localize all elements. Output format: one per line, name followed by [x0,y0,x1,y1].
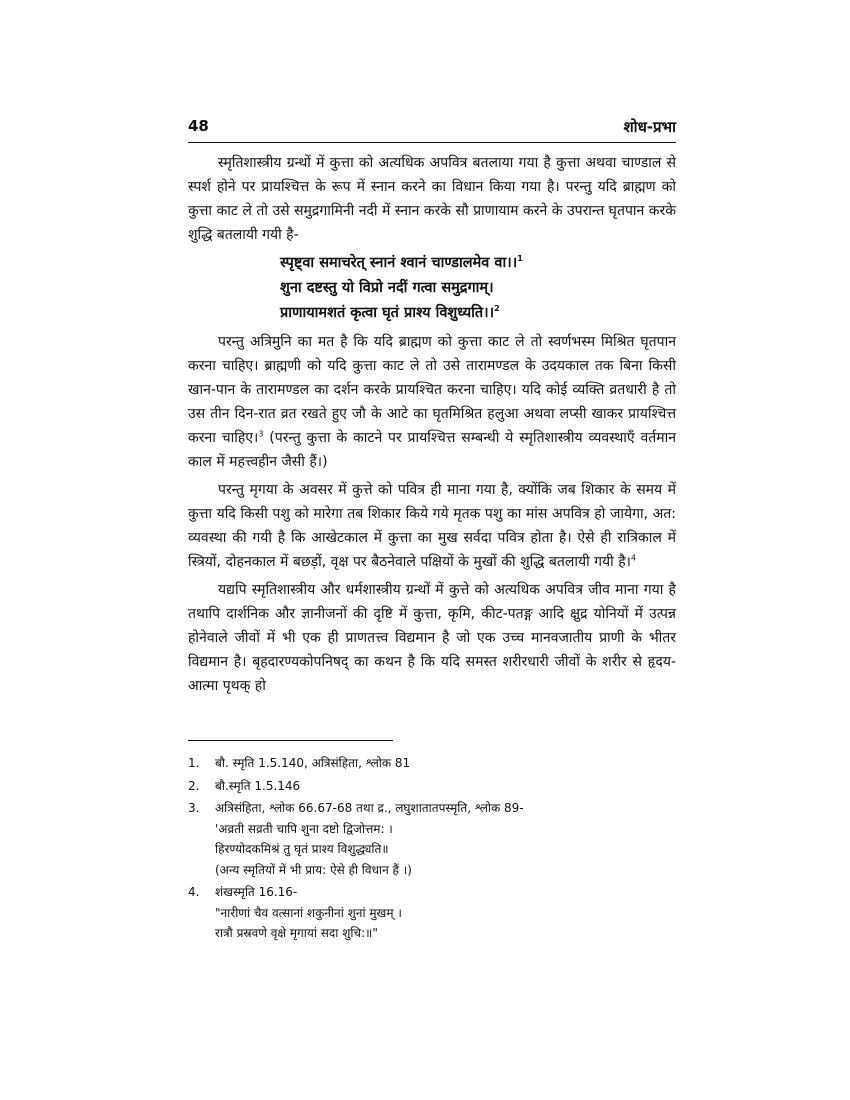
paragraph-3 [188,478,676,574]
footnote-ref-2: 2 [494,304,500,314]
footnote-line: बौ.स्मृति 1.5.146 [215,778,301,793]
paragraph-1: स्मृतिशास्त्रीय ग्रन्थों में कुत्ता को अत्यधिक अपवित्र बतलाया गया है कुत्ता अथवा चाण्डाल से स्पर्श होने पर प्रायश्चित्त के रूप में स्नान करने का विधान किया गया है। परन्तु यदि ब्राह्मण को कुत्ता काट ले तो उसे समुद्रगामिनी नदी में स्नान करके सौ प्राणायाम करने के उपरान्त घृतपान करके शुद्धि बतलायी गयी है- [188,155,676,243]
footnote-line: रात्रौ प्रस्रवणे वृक्षे मृगायां सदा शुचि:॥" [215,926,378,940]
paragraph-3-text: परन्तु मृगया के अवसर में कुत्ते को पवित्र ही माना गया है, क्योंकि जब शिकार के समय में कुत्ता यदि किसी पशु को मारेगा तब शिकार किये गये मृतक पशु का मांस अपवित्र हो जायेगा, अत: व्यवस्था की गयी है कि आखेटकाल में कुत्ता का मुख सर्वदा पवित्र होता है। ऐसे ही रात्रिकाल में स्त्रियों, दोहनकाल में बछड़ों, वृक्ष पर बैठनेवाले पक्षियों के मुखों की शुद्धि बतलायी गयी है। [188,482,676,570]
header-rule [188,142,676,143]
running-head: शोध-प्रभा [623,118,676,136]
footnote-line: शंखस्मृति 16.16- [215,885,298,899]
footnote-line: 'अव्रती सव्रती चापि शुना दष्टो द्विजोत्तम: । [215,821,393,836]
footnote-1 [188,753,676,774]
footnote-line: (अन्य स्मृतियों में भी प्राय: ऐसे ही विधान हैं ।) [215,862,412,877]
verse-line-2: शुना दष्टस्तु यो विप्रो नदीं गत्वा समुद्रगाम्। [280,280,494,296]
verse-line-1 [280,251,676,276]
footnote-number: 2. [188,778,200,793]
footnote-3 [188,798,676,880]
sanskrit-verse [280,251,676,326]
footnote-line: बौ. स्मृति 1.5.140, अत्रिसंहिता, श्लोक 81 [215,756,411,770]
body-text [188,151,676,702]
paragraph-4: यद्यपि स्मृतिशास्त्रीय और धर्मशास्त्रीय ग्रन्थों में कुत्ते को अत्यधिक अपवित्र जीव माना गया है तथापि दार्शनिक और ज्ञानीजनों की दृष्टि में कुत्ता, कृमि, कीट-पतङ्ग आदि क्षुद्र योनियों में उत्पन्न होनेवाले जीवों में भी एक ही प्राणतत्त्व विद्यमान है जो एक उच्च मानवजातीय प्राणी के भीतर विद्यमान है। बृहदारण्यकोपनिषद् का कथन है कि यदि समस्त शरीरधारी जीवों के शरीर से हृदय-आत्मा पृथक् हो [188,582,676,694]
footnote-line: अत्रिसंहिता, श्लोक 66.67-68 तथा द्र., लघुशातातपस्मृति, श्लोक 89- [215,801,524,815]
paragraph-2-text: परन्तु अत्रिमुनि का मत है कि यदि ब्राह्मण को कुत्ता काट ले तो स्वर्णभस्म मिश्रित घृतपान करना चाहिए। ब्राह्मणी को यदि कुत्ता काट ले तो उसे तारामण्डल के उदयकाल तक बिना किसी खान-पान के तारामण्डल का दर्शन करके प्रायश्चित करना चाहिए। यदि कोई व्यक्ति व्रतधारी है तो उस तीन दिन-रात व्रत रखते हुए जौ के आटे का घृतमिश्रित हलुआ अथवा लप्सी खाकर प्रायश्चित्त करना चाहिए। [188,334,676,446]
verse-line-1-text: स्पृष्ट्वा समाचरेत् स्नानं श्वानं चाण्डालमेव वा।। [280,255,518,271]
footnote-ref-4: 4 [630,553,637,563]
footnote-line: हिरण्योदकमिश्रं तु घृतं प्राश्य विशुद्ध्यति॥ [215,842,389,856]
verse-line-3-text: प्राणायामशतं कृत्वा घृतं प्राश्य विशुध्यति।। [280,305,495,321]
page-header [188,117,676,141]
footnote-number: 1. [188,756,200,770]
footnote-line: "नारीणां चैव वत्सानां शकुनीनां शुनां मुखम् । [215,905,402,920]
page-number: 48 [188,117,209,135]
footnote-ref-1: 1 [517,254,523,264]
paragraph-2-note: (परन्तु कुत्ता के काटने पर प्रायश्चित्त सम्बन्धी ये स्मृतिशास्त्रीय व्यवस्थाएँ वर्तमान काल में महत्त्वहीन जैसी हैं।) [188,430,677,470]
footnote-2 [188,776,676,797]
footnote-ref-3: 3 [258,429,264,439]
verse-line-3 [280,301,676,326]
footnote-number: 4. [188,885,200,899]
footnotes [188,753,676,946]
footnote-rule [188,740,393,741]
paragraph-2 [188,330,676,474]
footnote-4 [188,882,676,944]
footnote-number: 3. [188,801,200,815]
